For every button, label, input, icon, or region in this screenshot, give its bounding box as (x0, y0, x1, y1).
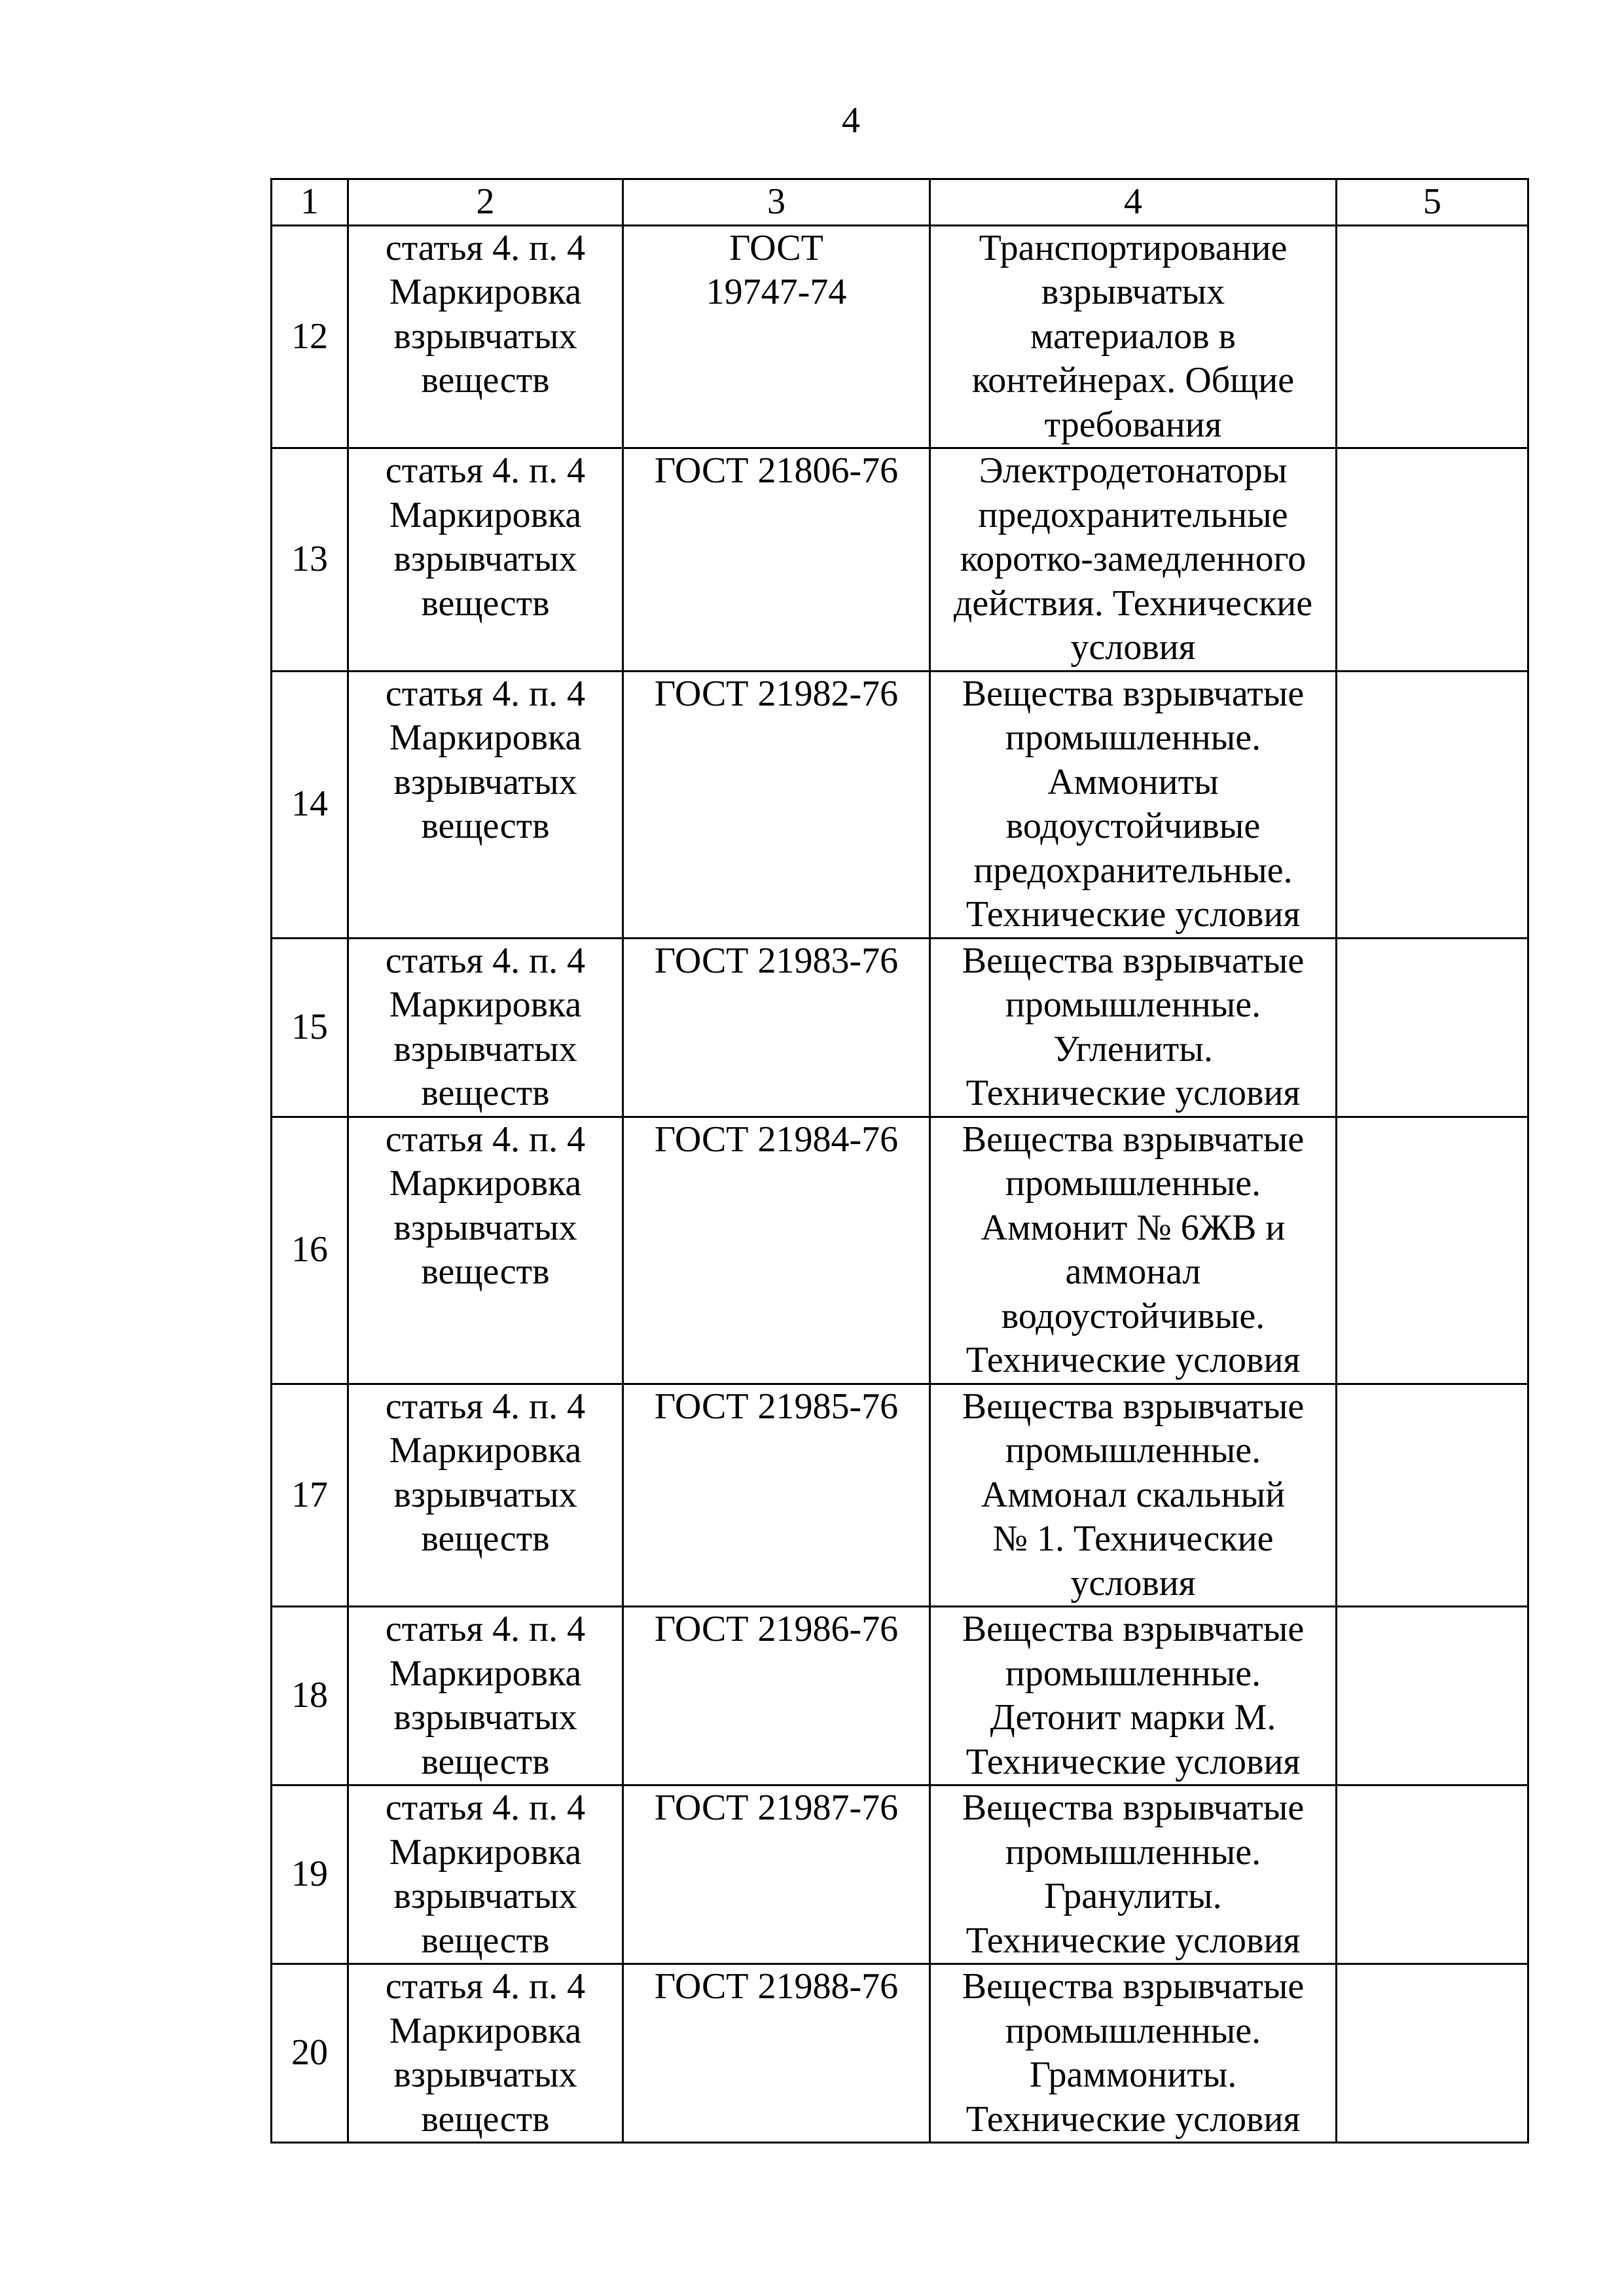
title-cell-line: Вещества взрывчатые (962, 1787, 1305, 1828)
title-cell-line: Технические условия (965, 1073, 1301, 1113)
article-cell-line: веществ (421, 2098, 550, 2140)
title-cell-line: промышленные. (1005, 1430, 1261, 1471)
column-header: 2 (348, 179, 623, 226)
title-cell-line: водоустойчивые. (1001, 1295, 1265, 1336)
title-cell-line: условия (1070, 627, 1196, 668)
article-cell-line: веществ (421, 583, 550, 624)
article-cell-line: взрывчатых (393, 761, 577, 802)
row-number: 15 (272, 938, 348, 1117)
title-cell-line: промышленные. (1005, 1163, 1261, 1204)
article-cell-line: взрывчатых (393, 1474, 577, 1515)
title-cell-line: Аммониты (1047, 761, 1219, 802)
title-cell-line: № 1. Технические (992, 1518, 1274, 1559)
article-cell-line: взрывчатых (393, 1876, 577, 1916)
title-cell (930, 1117, 1337, 1384)
title-cell-line: Гранулиты. (1044, 1876, 1222, 1916)
title-cell (930, 1607, 1337, 1785)
article-cell-line: Маркировка (389, 494, 582, 535)
title-cell (930, 448, 1337, 672)
article-cell-line: статья 4. п. 4 (385, 1119, 586, 1160)
article-cell-line: статья 4. п. 4 (385, 1386, 586, 1427)
title-cell-line: условия (1070, 1562, 1196, 1604)
table-row (272, 938, 1528, 1117)
note-cell (1337, 1117, 1528, 1384)
article-cell-line: веществ (421, 1518, 550, 1559)
title-cell (930, 1964, 1337, 2143)
column-header: 4 (930, 179, 1337, 226)
article-cell-line: Маркировка (389, 1163, 582, 1204)
title-cell-line: промышленные. (1005, 2010, 1261, 2051)
standard-cell (623, 671, 930, 938)
article-cell-line: взрывчатых (393, 2054, 577, 2095)
standard-cell-line: ГОСТ 21988-76 (654, 1966, 899, 2007)
title-cell-line: аммонал (1065, 1251, 1201, 1292)
table-row (272, 1117, 1528, 1384)
table-row (272, 671, 1528, 938)
title-cell-line: коротко-замедленного (960, 539, 1307, 579)
column-header: 5 (1337, 179, 1528, 226)
article-cell (348, 1117, 623, 1384)
article-cell (348, 671, 623, 938)
title-cell (930, 1785, 1337, 1964)
article-cell-line: статья 4. п. 4 (385, 1966, 586, 2007)
row-number: 19 (272, 1785, 348, 1964)
title-cell (930, 225, 1337, 448)
row-number: 18 (272, 1607, 348, 1785)
article-cell-line: Маркировка (389, 1430, 582, 1471)
article-cell (348, 448, 623, 672)
article-cell (348, 1607, 623, 1785)
standard-cell-line: ГОСТ 21987-76 (654, 1787, 899, 1828)
article-cell (348, 1384, 623, 1607)
title-cell-line: Аммонит № 6ЖВ и (981, 1207, 1286, 1248)
standard-cell-line: ГОСТ (729, 227, 823, 268)
title-cell-line: Вещества взрывчатые (962, 940, 1305, 981)
column-header: 3 (623, 179, 930, 226)
row-number: 14 (272, 671, 348, 938)
article-cell-line: Маркировка (389, 2010, 582, 2051)
title-cell-line: промышленные. (1005, 1831, 1261, 1873)
standard-cell-line: ГОСТ 21806-76 (654, 450, 899, 491)
title-cell-line: водоустойчивые (1005, 806, 1261, 846)
title-cell-line: взрывчатых (1041, 272, 1225, 312)
article-cell (348, 938, 623, 1117)
note-cell (1337, 938, 1528, 1117)
column-header: 1 (272, 179, 348, 226)
title-cell-line: промышленные. (1005, 717, 1261, 758)
table-row (272, 225, 1528, 448)
article-cell-line: Маркировка (389, 717, 582, 758)
title-cell-line: Технические условия (965, 1741, 1301, 1782)
title-cell-line: Вещества взрывчатые (962, 1609, 1305, 1649)
title-cell-line: Электродетонаторы (979, 450, 1288, 491)
standard-cell-line: 19747-74 (706, 272, 847, 312)
article-cell-line: веществ (421, 1251, 550, 1292)
row-number: 12 (272, 225, 348, 448)
row-number: 13 (272, 448, 348, 672)
title-cell-line: Детонит марки М. (990, 1697, 1276, 1738)
standards-table (270, 178, 1529, 2144)
note-cell (1337, 1785, 1528, 1964)
article-cell-line: статья 4. п. 4 (385, 1787, 586, 1828)
table-row (272, 1384, 1528, 1607)
standard-cell-line: ГОСТ 21985-76 (654, 1386, 899, 1427)
table-row (272, 1785, 1528, 1964)
article-cell-line: веществ (421, 1073, 550, 1113)
article-cell (348, 1964, 623, 2143)
title-cell (930, 938, 1337, 1117)
title-cell-line: Вещества взрывчатые (962, 673, 1305, 714)
article-cell-line: статья 4. п. 4 (385, 940, 586, 981)
article-cell-line: взрывчатых (393, 315, 577, 357)
article-cell-line: взрывчатых (393, 1207, 577, 1248)
article-cell-line: веществ (421, 1741, 550, 1782)
standard-cell-line: ГОСТ 21983-76 (654, 940, 899, 981)
title-cell-line: Вещества взрывчатые (962, 1966, 1305, 2007)
note-cell (1337, 1607, 1528, 1785)
title-cell-line: Технические условия (965, 2098, 1301, 2140)
title-cell-line: Транспортирование (979, 227, 1288, 268)
note-cell (1337, 225, 1528, 448)
note-cell (1337, 448, 1528, 672)
article-cell-line: веществ (421, 360, 550, 401)
table-header-row (272, 179, 1528, 226)
article-cell-line: Маркировка (389, 1831, 582, 1873)
standard-cell-line: ГОСТ 21984-76 (654, 1119, 899, 1160)
title-cell-line: Граммониты. (1029, 2054, 1237, 2095)
title-cell-line: промышленные. (1005, 1653, 1261, 1694)
title-cell-line: требования (1044, 404, 1222, 445)
title-cell-line: материалов в (1030, 315, 1236, 357)
article-cell-line: статья 4. п. 4 (385, 673, 586, 714)
title-cell-line: Вещества взрывчатые (962, 1386, 1305, 1427)
title-cell-line: Углениты. (1053, 1028, 1213, 1069)
standard-cell (623, 1785, 930, 1964)
article-cell-line: веществ (421, 1920, 550, 1961)
row-number: 20 (272, 1964, 348, 2143)
title-cell-line: Технические условия (965, 894, 1301, 935)
title-cell (930, 671, 1337, 938)
article-cell-line: Маркировка (389, 984, 582, 1025)
title-cell-line: контейнерах. Общие (971, 360, 1295, 401)
title-cell-line: Вещества взрывчатые (962, 1119, 1305, 1160)
standard-cell (623, 1384, 930, 1607)
note-cell (1337, 1964, 1528, 2143)
article-cell-line: статья 4. п. 4 (385, 1609, 586, 1649)
article-cell (348, 1785, 623, 1964)
page-number: 4 (842, 100, 860, 141)
title-cell-line: промышленные. (1005, 984, 1261, 1025)
title-cell (930, 1384, 1337, 1607)
article-cell-line: взрывчатых (393, 1028, 577, 1069)
title-cell-line: предохранительные (978, 494, 1288, 535)
title-cell-line: предохранительные. (973, 850, 1293, 891)
title-cell-line: действия. Технические (953, 583, 1313, 624)
title-cell-line: Технические условия (965, 1920, 1301, 1961)
standard-cell (623, 448, 930, 672)
title-cell-line: Технические условия (965, 1340, 1301, 1380)
table-row (272, 448, 1528, 672)
note-cell (1337, 671, 1528, 938)
standard-cell (623, 1117, 930, 1384)
row-number: 17 (272, 1384, 348, 1607)
standard-cell (623, 225, 930, 448)
article-cell-line: взрывчатых (393, 1697, 577, 1738)
title-cell-line: Аммонал скальный (981, 1474, 1286, 1515)
standard-cell (623, 938, 930, 1117)
table-row (272, 1607, 1528, 1785)
standard-cell-line: ГОСТ 21986-76 (654, 1609, 899, 1649)
standard-cell-line: ГОСТ 21982-76 (654, 673, 899, 714)
article-cell-line: Маркировка (389, 272, 582, 312)
article-cell-line: статья 4. п. 4 (385, 450, 586, 491)
article-cell-line: взрывчатых (393, 539, 577, 579)
row-number: 16 (272, 1117, 348, 1384)
table-row (272, 1964, 1528, 2143)
standard-cell (623, 1607, 930, 1785)
article-cell-line: статья 4. п. 4 (385, 227, 586, 268)
article-cell (348, 225, 623, 448)
note-cell (1337, 1384, 1528, 1607)
article-cell-line: веществ (421, 806, 550, 846)
standard-cell (623, 1964, 930, 2143)
article-cell-line: Маркировка (389, 1653, 582, 1694)
